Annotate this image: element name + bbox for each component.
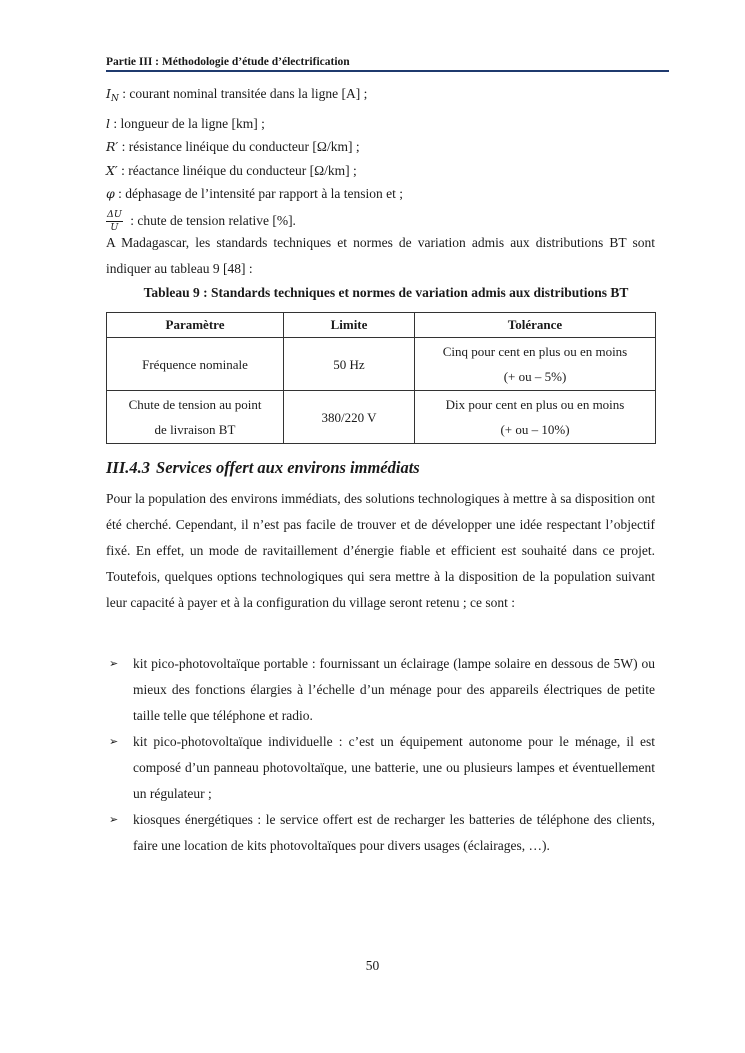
symbol-definitions xyxy=(106,82,666,234)
list-item xyxy=(106,807,655,859)
arrow-bullet-icon: ➢ xyxy=(109,735,119,748)
definition-phase xyxy=(106,182,666,206)
list-item-text: kiosques énergétiques : le service offert est de recharger les batteries de téléphone des clients, faire une location de kits photovoltaïques pour divers usages (éclairages, …). xyxy=(133,812,655,853)
intro-block xyxy=(106,230,655,282)
list-item-text: kit pico-photovoltaïque individuelle : c’est un équipement autonome pour le ménage, il est composé d’un panneau photovoltaïque, une batterie, une ou plusieurs lampes et éventuellement un régulateur ; xyxy=(133,734,655,801)
symbol-resistance: R′ xyxy=(106,139,119,154)
table-caption: Tableau 9 : Standards techniques et normes de variation admis aux distributions BT xyxy=(143,285,629,300)
running-header: Partie III : Méthodologie d’étude d’électrification xyxy=(106,56,669,72)
table-row xyxy=(107,391,656,444)
page-number: 50 xyxy=(365,958,380,973)
symbol-current: $I_N$ xyxy=(106,86,119,104)
column-header-tolerance: Tolérance xyxy=(415,313,656,338)
cell-limite: 50 Hz xyxy=(284,338,415,391)
table-header-row xyxy=(107,313,656,338)
cell-parametre: Fréquence nominale xyxy=(107,338,284,391)
section-number: III.4.3 xyxy=(106,458,151,477)
definition-resistance xyxy=(106,135,666,159)
section-title: Services offert aux environs immédiats xyxy=(156,458,420,477)
definition-text: : chute de tension relative [%]. xyxy=(126,212,296,228)
symbol-phase: φ xyxy=(106,186,115,201)
definition-text: : réactance linéique du conducteur [Ω/km] ; xyxy=(117,162,357,178)
symbol-length: l xyxy=(106,115,110,131)
arrow-bullet-icon: ➢ xyxy=(109,813,119,826)
definition-current xyxy=(106,82,666,112)
definition-length xyxy=(106,112,666,136)
cell-tolerance: Cinq pour cent en plus ou en moins (+ ou – 5%) xyxy=(415,338,656,391)
fraction-voltage-drop: $\frac{\Delta U}{U}$ xyxy=(107,208,122,233)
standards-table xyxy=(106,312,656,444)
list-item xyxy=(106,729,655,807)
definition-text: : résistance linéique du conducteur [Ω/km] ; xyxy=(118,139,360,154)
cell-tolerance: Dix pour cent en plus ou en moins (+ ou – 10%) xyxy=(415,391,656,444)
intro-paragraph: A Madagascar, les standards techniques et normes de variation admis aux distributions BT sont indiquer au tableau 9 [48] : xyxy=(106,235,655,276)
definition-text: : déphasage de l’intensité par rapport à la tension et ; xyxy=(114,186,404,201)
list-item xyxy=(106,651,655,729)
definition-text: : longueur de la ligne [km] ; xyxy=(110,115,265,131)
options-list xyxy=(106,651,655,859)
definition-text: : courant nominal transitée dans la ligne [A] ; xyxy=(118,86,368,101)
cell-limite: 380/220 V xyxy=(284,391,415,444)
column-header-limite: Limite xyxy=(284,313,415,338)
symbol-reactance: X′ xyxy=(106,162,118,178)
column-header-parametre: Paramètre xyxy=(107,313,284,338)
table-row xyxy=(107,338,656,391)
definition-reactance xyxy=(106,159,666,183)
section-body xyxy=(106,486,655,616)
section-heading xyxy=(106,458,420,478)
list-item-text: kit pico-photovoltaïque portable : fournissant un éclairage (lampe solaire en dessous de 5W) ou mieux des fonctions élargies à l’échelle d’un ménage pour des appareils électriques de petite taille telle que téléphone et radio. xyxy=(133,656,655,723)
arrow-bullet-icon: ➢ xyxy=(109,657,119,670)
cell-parametre: Chute de tension au point de livraison BT xyxy=(107,391,284,444)
section-paragraph: Pour la population des environs immédiats, des solutions technologiques à mettre à sa disposition ont été cherché. Cependant, il n’est pas facile de trouver et de développer une idée respectant l’objectif fixé. En effet, un mode de ravitaillement d’énergie fiable et efficient est souhaité dans ce projet. Toutefois, quelques options technologiques qui sera mettre à la disposition de la population suivant leur capacité à payer et à la configuration du village seront retenu ; ce sont : xyxy=(106,491,655,610)
